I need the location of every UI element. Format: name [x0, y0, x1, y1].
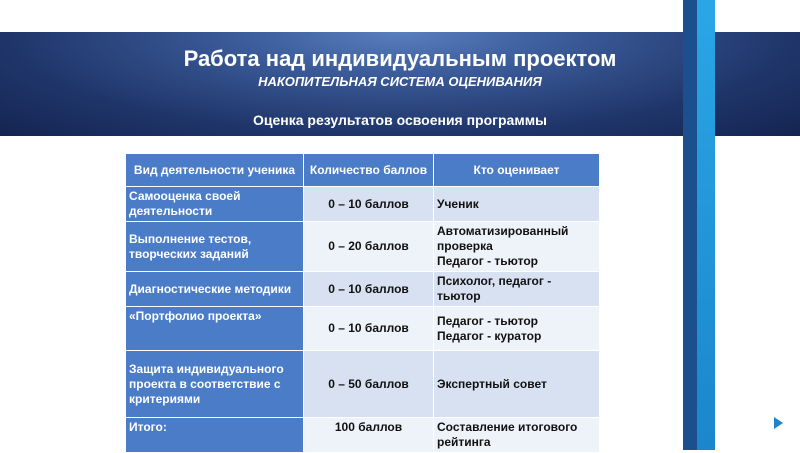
evaluator-cell [434, 307, 600, 351]
table-row [126, 351, 600, 418]
evaluator-line: Педагог - тьютор [437, 254, 539, 268]
evaluator-line: Экспертный совет [437, 376, 547, 391]
column-header-evaluator: Кто оценивает [434, 154, 600, 187]
evaluator-cell [434, 351, 600, 418]
evaluator-line: Педагог - куратор [437, 328, 542, 343]
slide-subtitle: НАКОПИТЕЛЬНАЯ СИСТЕМА ОЦЕНИВАНИЯ [258, 74, 542, 89]
activity-cell: Выполнение тестов, творческих заданий [126, 222, 304, 272]
evaluator-cell [434, 187, 600, 222]
evaluator-line: Психолог, педагог - тьютор [437, 274, 552, 303]
table-row [126, 222, 600, 272]
activity-cell: Самооценка своей деятельности [126, 187, 304, 222]
evaluator-cell [434, 418, 600, 453]
table-header-row [126, 154, 600, 187]
evaluator-line: Ученик [437, 196, 479, 211]
table-row [126, 418, 600, 453]
total-points-cell: 100 баллов [304, 418, 434, 453]
evaluator-line: Педагог - тьютор [437, 313, 539, 328]
activity-cell: Защита индивидуального проекта в соответствие с критериями [126, 351, 304, 418]
evaluator-line: Автоматизированный проверка [437, 224, 569, 253]
table-row [126, 272, 600, 307]
column-header-activity: Вид деятельности ученика [126, 154, 304, 187]
points-cell: 0 – 10 баллов [304, 272, 434, 307]
evaluator-cell [434, 222, 600, 272]
next-arrow-icon[interactable] [774, 417, 783, 429]
points-cell: 0 – 10 баллов [304, 187, 434, 222]
section-heading: Оценка результатов освоения программы [252, 112, 548, 128]
slide-title: Работа над индивидуальным проектом [183, 46, 617, 71]
total-label-cell: Итого: [126, 418, 304, 453]
table-row [126, 187, 600, 222]
activity-cell: Диагностические методики [126, 272, 304, 307]
points-cell: 0 – 10 баллов [304, 307, 434, 351]
points-cell: 0 – 50 баллов [304, 351, 434, 418]
activity-cell: «Портфолио проекта» [126, 307, 304, 351]
evaluator-line: Составление итогового рейтинга [437, 420, 578, 449]
points-cell: 0 – 20 баллов [304, 222, 434, 272]
evaluator-cell [434, 272, 600, 307]
column-header-points: Количество баллов [304, 154, 434, 187]
table-row [126, 307, 600, 351]
evaluation-table [125, 153, 600, 453]
